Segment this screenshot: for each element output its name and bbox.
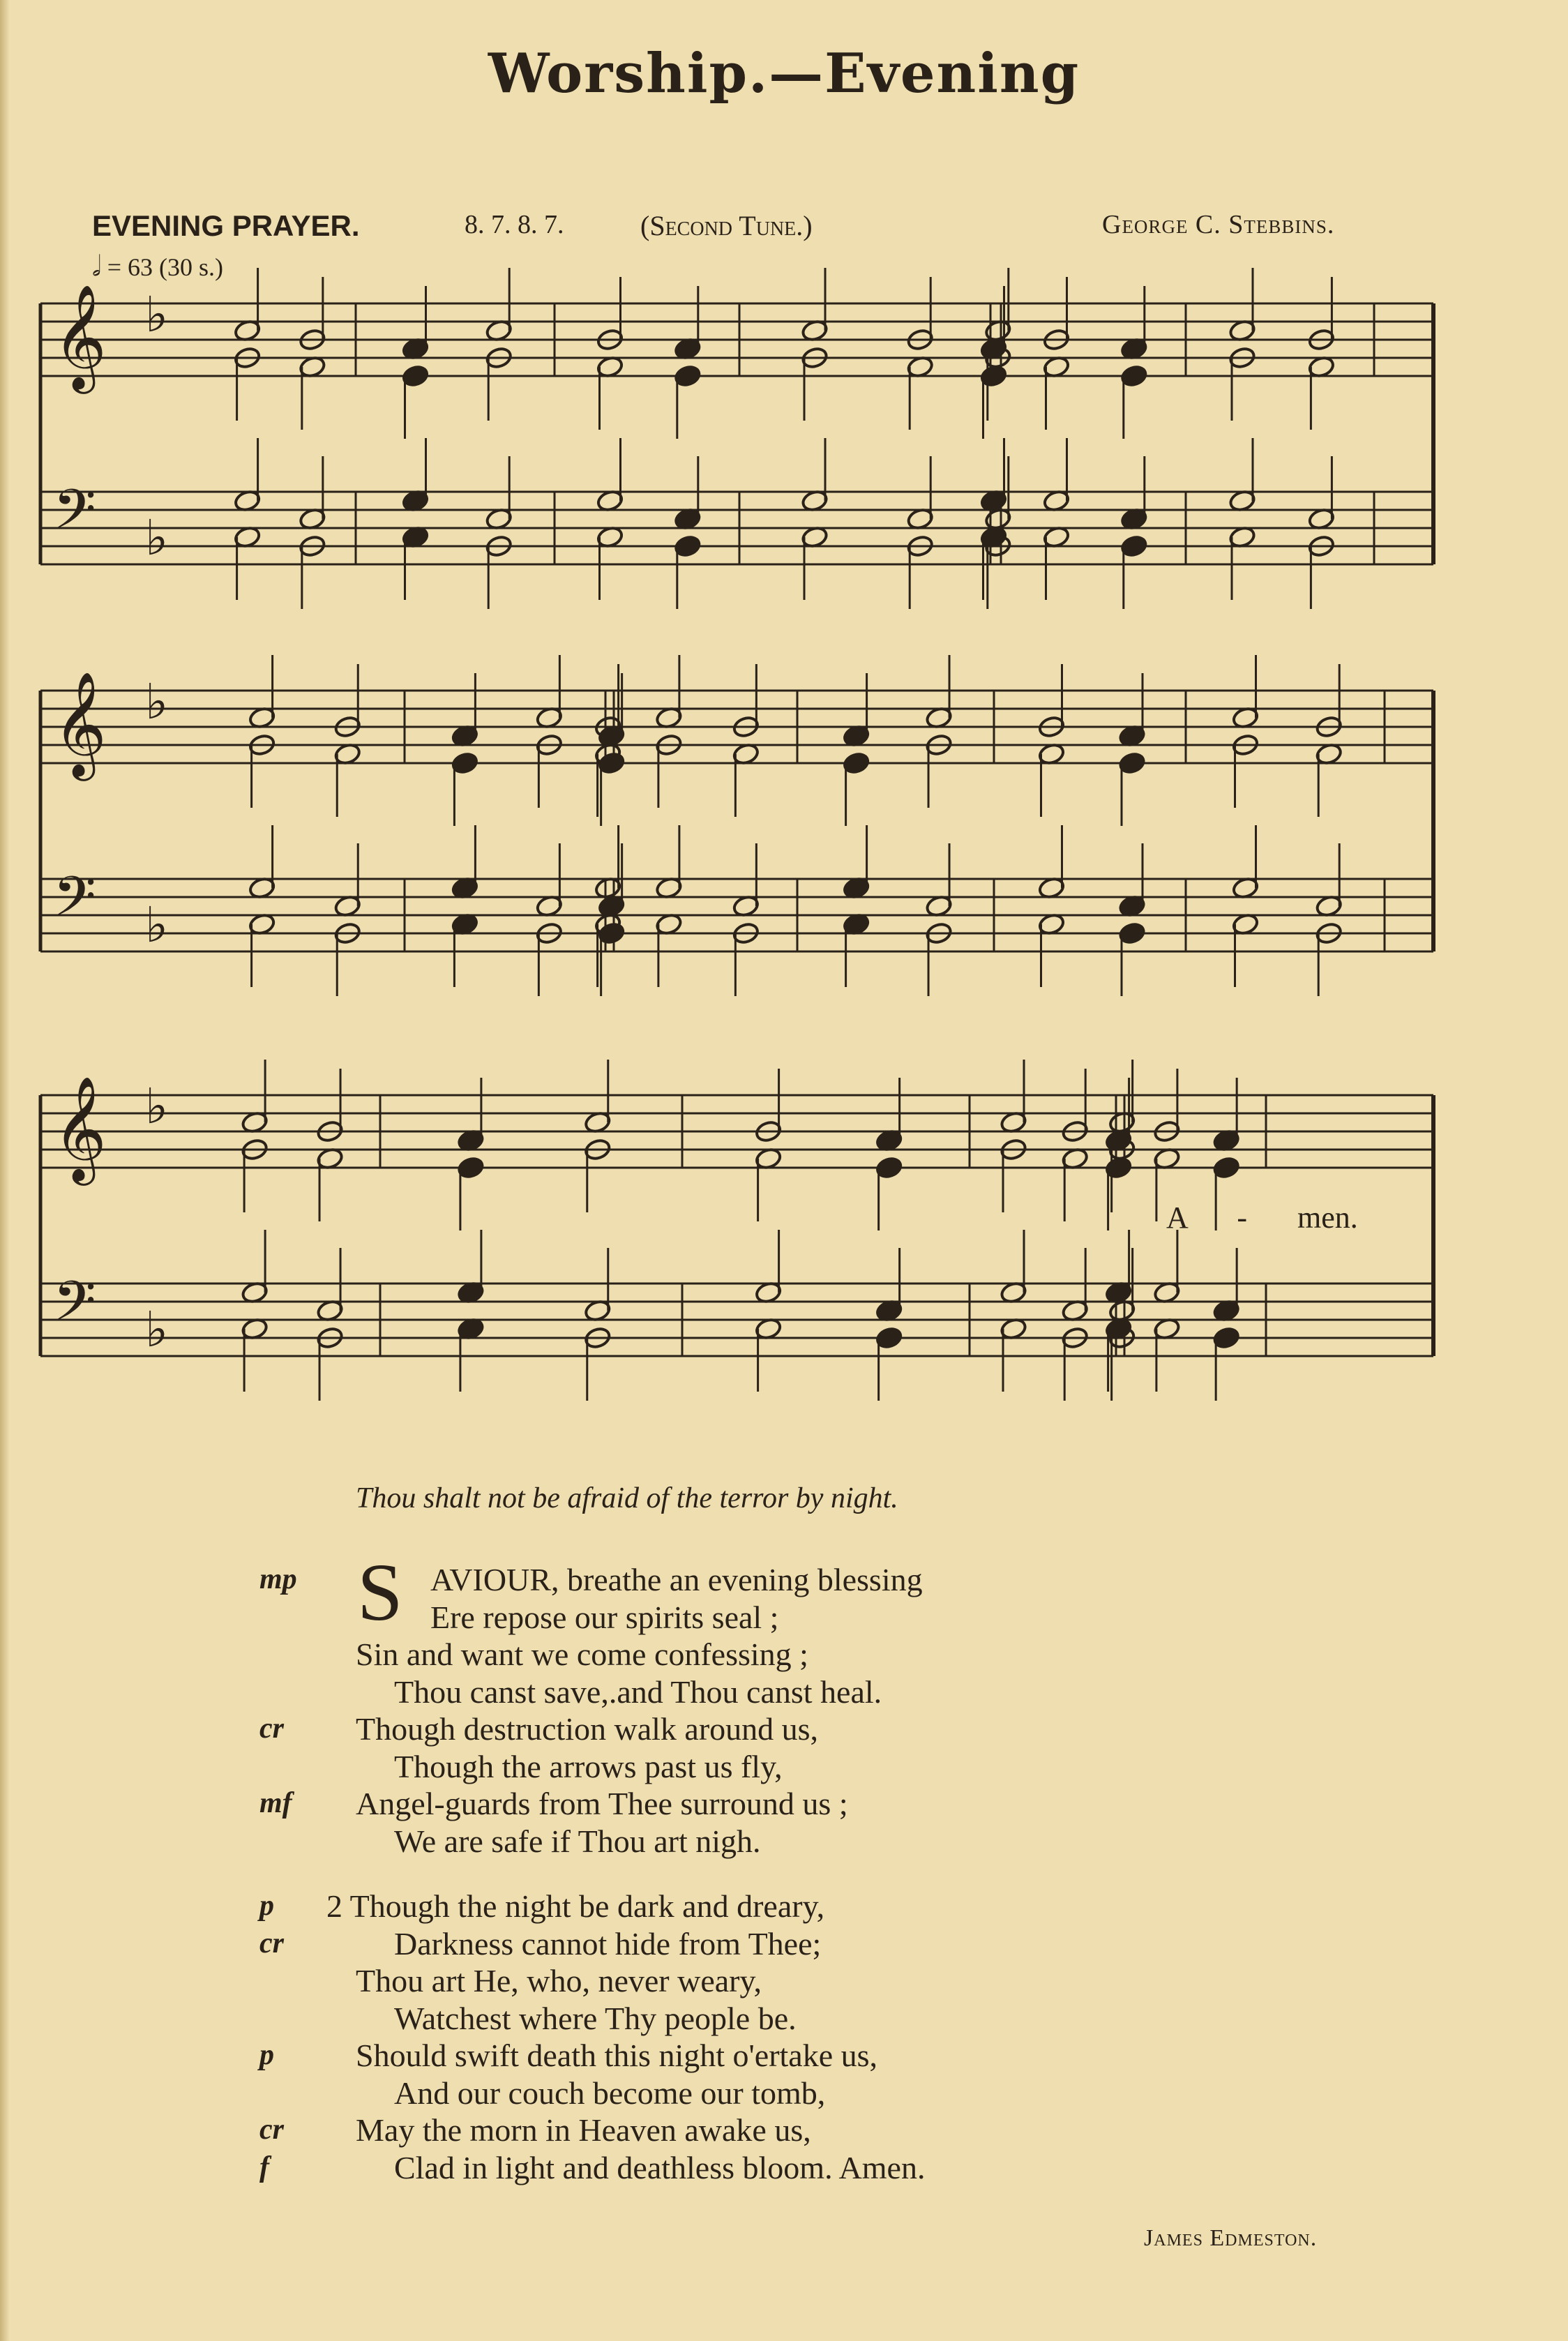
dynamic-marking: cr bbox=[259, 1927, 284, 1959]
bass-clef-icon: 𝄢 bbox=[53, 864, 96, 942]
verse-line: May the morn in Heaven awake us, bbox=[356, 2112, 811, 2148]
bass-clef-icon: 𝄢 bbox=[53, 477, 96, 555]
verse-line: Though the arrows past us fly, bbox=[394, 1748, 783, 1784]
hymn-meter: 8. 7. 8. 7. bbox=[465, 210, 564, 239]
flat-key-signature-icon: ♭ bbox=[145, 1078, 169, 1135]
verse-line: Angel-guards from Thee surround us ; bbox=[356, 1786, 848, 1821]
verse-line: We are safe if Thou art nigh. bbox=[394, 1823, 761, 1859]
epigraph: Thou shalt not be afraid of the terror by night. bbox=[356, 1482, 898, 1514]
verse-line: 2 Though the night be dark and dreary, bbox=[326, 1888, 825, 1924]
verse-line: AVIOUR, breathe an evening blessing bbox=[430, 1562, 923, 1597]
amen-lyric bbox=[1166, 1200, 1358, 1235]
page-title: Worship.—Evening bbox=[488, 42, 1080, 105]
treble-clef-icon: 𝄞 bbox=[53, 1075, 107, 1181]
amen-syllable-a: A bbox=[1166, 1200, 1187, 1235]
verse-line: Though destruction walk around us, bbox=[356, 1711, 819, 1747]
hymn-tune-name: EVENING PRAYER. bbox=[92, 209, 360, 242]
dynamic-marking: p bbox=[259, 2039, 274, 2071]
flat-key-signature-icon: ♭ bbox=[145, 896, 169, 954]
composer: George C. Stebbins. bbox=[1102, 210, 1335, 239]
half-note-icon: 𝅗𝅥 bbox=[92, 250, 101, 282]
flat-key-signature-icon: ♭ bbox=[145, 673, 169, 730]
dynamic-marking: cr bbox=[259, 2114, 284, 2146]
author: James Edmeston. bbox=[1144, 2225, 1318, 2251]
tempo-text: = 63 (30 s.) bbox=[107, 253, 224, 281]
dynamic-marking: mf bbox=[259, 1787, 292, 1819]
verse-line: Clad in light and deathless bloom. Amen. bbox=[394, 2149, 926, 2185]
bass-clef-icon: 𝄢 bbox=[53, 1269, 96, 1347]
dynamic-marking: p bbox=[259, 1890, 274, 1922]
verse-line: Thou canst save,.and Thou canst heal. bbox=[394, 1673, 882, 1710]
tune-note: (Second Tune.) bbox=[640, 210, 813, 241]
verse-line: Thou art He, who, never weary, bbox=[356, 1963, 762, 1998]
dynamic-marking: mp bbox=[259, 1563, 297, 1595]
verse-line: Ere repose our spirits seal ; bbox=[430, 1599, 779, 1635]
dynamic-marking: cr bbox=[259, 1713, 284, 1745]
flat-key-signature-icon: ♭ bbox=[145, 286, 169, 343]
dynamic-marking: f bbox=[259, 2151, 269, 2183]
verse-line: Darkness cannot hide from Thee; bbox=[394, 1925, 822, 1962]
amen-hyphen: - bbox=[1237, 1200, 1248, 1235]
verse-line: And our couch become our tomb, bbox=[394, 2075, 826, 2111]
verse-line: Watchest where Thy people be. bbox=[394, 2000, 797, 2036]
treble-clef-icon: 𝄞 bbox=[53, 283, 107, 389]
treble-clef-icon: 𝄞 bbox=[53, 670, 107, 776]
flat-key-signature-icon: ♭ bbox=[145, 1301, 169, 1358]
flat-key-signature-icon: ♭ bbox=[145, 509, 169, 566]
verse-line: Should swift death this night o'ertake us, bbox=[356, 2038, 878, 2073]
amen-syllable-men: men. bbox=[1297, 1200, 1358, 1235]
drop-cap: S bbox=[357, 1546, 403, 1638]
verse-line: Sin and want we come confessing ; bbox=[356, 1636, 808, 1672]
